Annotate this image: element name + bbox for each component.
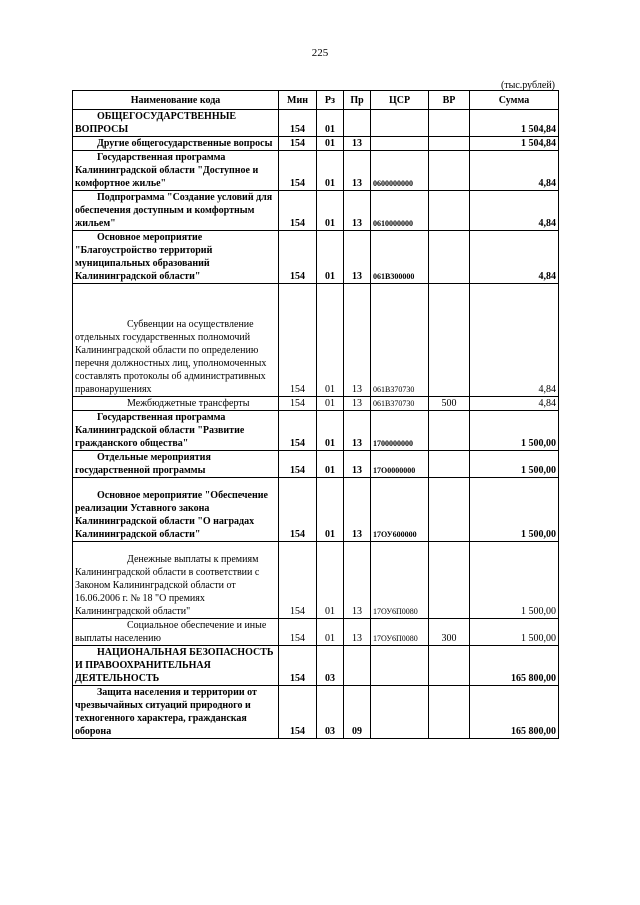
row-pr: 13 [344,451,371,478]
unit-note: (тыс.рублей) [500,80,555,91]
row-sum: 165 800,00 [470,686,559,739]
row-vr [429,151,470,191]
row-vr [429,284,470,397]
row-pr: 13 [344,411,371,451]
row-rz: 01 [317,151,344,191]
row-pr: 13 [344,542,371,619]
row-sum: 4,84 [470,191,559,231]
row-rz: 01 [317,542,344,619]
table-row [73,619,559,646]
row-vr: 300 [429,619,470,646]
row-vr [429,411,470,451]
row-name [73,478,279,542]
row-min: 154 [279,191,317,231]
row-vr [429,646,470,686]
row-min: 154 [279,284,317,397]
row-min: 154 [279,646,317,686]
row-name-text: Государственная программа Калининградской области "Развитие гражданского общества" [75,412,245,449]
row-min: 154 [279,231,317,284]
row-pr: 13 [344,191,371,231]
row-name-text: Подпрограмма "Создание условий для обеспечения доступным и комфортным жильем" [75,192,273,229]
row-rz: 03 [317,686,344,739]
row-sum: 4,84 [470,397,559,411]
row-vr [429,191,470,231]
row-vr [429,110,470,137]
row-name-text: ОБЩЕГОСУДАРСТВЕННЫЕ ВОПРОСЫ [75,111,237,135]
header-sum: Сумма [470,91,559,110]
row-rz: 01 [317,619,344,646]
row-name-text: Защита населения и территории от чрезвычайных ситуаций природного и техногенного характера, гражданская оборона [75,687,257,737]
row-name-text: Отдельные мероприятия государственной программы [75,452,211,476]
row-sum: 165 800,00 [470,646,559,686]
row-name-text: Основное мероприятие "Благоустройство территорий муниципальных образований Калининградской области" [75,232,213,282]
row-min: 154 [279,619,317,646]
row-name-text: Другие общегосударственные вопросы [97,138,273,149]
row-name-text: Денежные выплаты к премиям Калининградской области в соответствии с Законом Калининградской области от 16.06.2006 г. № 18 "О премиях Калининградской области" [75,554,260,617]
row-pr: 13 [344,137,371,151]
row-name-text: Государственная программа Калининградской области "Доступное и комфортное жилье" [75,152,259,189]
row-rz: 01 [317,191,344,231]
header-min: Мин [279,91,317,110]
row-name [73,397,279,411]
row-min: 154 [279,110,317,137]
row-csr: 061В370730 [371,397,429,411]
row-csr: 061В300000 [371,231,429,284]
row-rz: 01 [317,137,344,151]
row-name [73,619,279,646]
row-csr: 17ОУ600000 [371,478,429,542]
row-name-text: Основное мероприятие "Обеспечение реализации Уставного закона Калининградской области "О наградах Калининградской области" [75,490,268,540]
row-name [73,231,279,284]
table-row [73,231,559,284]
header-pr: Пр [344,91,371,110]
row-csr [371,110,429,137]
row-vr [429,231,470,284]
row-pr: 13 [344,231,371,284]
row-csr [371,686,429,739]
row-sum: 4,84 [470,151,559,191]
row-sum: 4,84 [470,284,559,397]
table-row [73,151,559,191]
row-vr [429,686,470,739]
row-min: 154 [279,542,317,619]
row-csr: 0600000000 [371,151,429,191]
row-pr [344,110,371,137]
row-csr: 17ОУ6П0080 [371,542,429,619]
row-min: 154 [279,451,317,478]
row-pr [344,646,371,686]
row-min: 154 [279,137,317,151]
row-sum: 1 500,00 [470,542,559,619]
row-min: 154 [279,478,317,542]
row-sum: 4,84 [470,231,559,284]
row-pr: 13 [344,478,371,542]
row-vr [429,542,470,619]
row-min: 154 [279,397,317,411]
row-vr: 500 [429,397,470,411]
row-rz: 01 [317,451,344,478]
table-header-row [73,91,559,110]
row-name [73,646,279,686]
row-sum: 1 500,00 [470,619,559,646]
row-name [73,451,279,478]
row-name [73,284,279,397]
row-name-text: НАЦИОНАЛЬНАЯ БЕЗОПАСНОСТЬ И ПРАВООХРАНИТЕЛЬНАЯ ДЕЯТЕЛЬНОСТЬ [75,647,274,684]
table-row [73,191,559,231]
row-sum: 1 500,00 [470,411,559,451]
row-name [73,191,279,231]
row-csr [371,646,429,686]
row-csr [371,137,429,151]
table-row [73,451,559,478]
row-rz: 01 [317,231,344,284]
row-vr [429,451,470,478]
header-csr: ЦСР [371,91,429,110]
row-rz: 01 [317,110,344,137]
page-number: 225 [311,47,329,59]
table-row [73,411,559,451]
row-sum: 1 500,00 [470,451,559,478]
row-name-text: Социальное обеспечение и иные выплаты населению [75,620,267,644]
row-sum: 1 504,84 [470,137,559,151]
table-row [73,137,559,151]
row-name [73,411,279,451]
row-csr: 17ОУ6П0080 [371,619,429,646]
row-pr: 13 [344,619,371,646]
row-pr: 13 [344,284,371,397]
budget-table [72,90,559,739]
table-row [73,686,559,739]
row-name-text: Субвенции на осуществление отдельных государственных полномочий Калининградской области по определению перечня должностных лиц, уполномоченных составлять протоколы об административных правонарушениях [75,319,267,395]
row-name-text: Межбюджетные трансферты [127,398,250,409]
row-csr: 17О0000000 [371,451,429,478]
row-rz: 01 [317,397,344,411]
header-name: Наименование кода [73,91,279,110]
row-rz: 03 [317,646,344,686]
row-csr: 061В370730 [371,284,429,397]
header-rz: Рз [317,91,344,110]
table-row [73,397,559,411]
row-csr: 0610000000 [371,191,429,231]
table-row [73,542,559,619]
row-min: 154 [279,151,317,191]
row-csr: 1700000000 [371,411,429,451]
row-vr [429,137,470,151]
row-pr: 13 [344,397,371,411]
row-sum: 1 500,00 [470,478,559,542]
row-name [73,686,279,739]
table-row [73,646,559,686]
row-vr [429,478,470,542]
row-pr: 09 [344,686,371,739]
table-row [73,478,559,542]
row-pr: 13 [344,151,371,191]
row-min: 154 [279,411,317,451]
row-name [73,151,279,191]
row-rz: 01 [317,284,344,397]
table-row [73,284,559,397]
row-min: 154 [279,686,317,739]
row-rz: 01 [317,411,344,451]
table-row [73,110,559,137]
row-sum: 1 504,84 [470,110,559,137]
row-name [73,110,279,137]
row-name [73,137,279,151]
row-rz: 01 [317,478,344,542]
row-name [73,542,279,619]
header-vr: ВР [429,91,470,110]
